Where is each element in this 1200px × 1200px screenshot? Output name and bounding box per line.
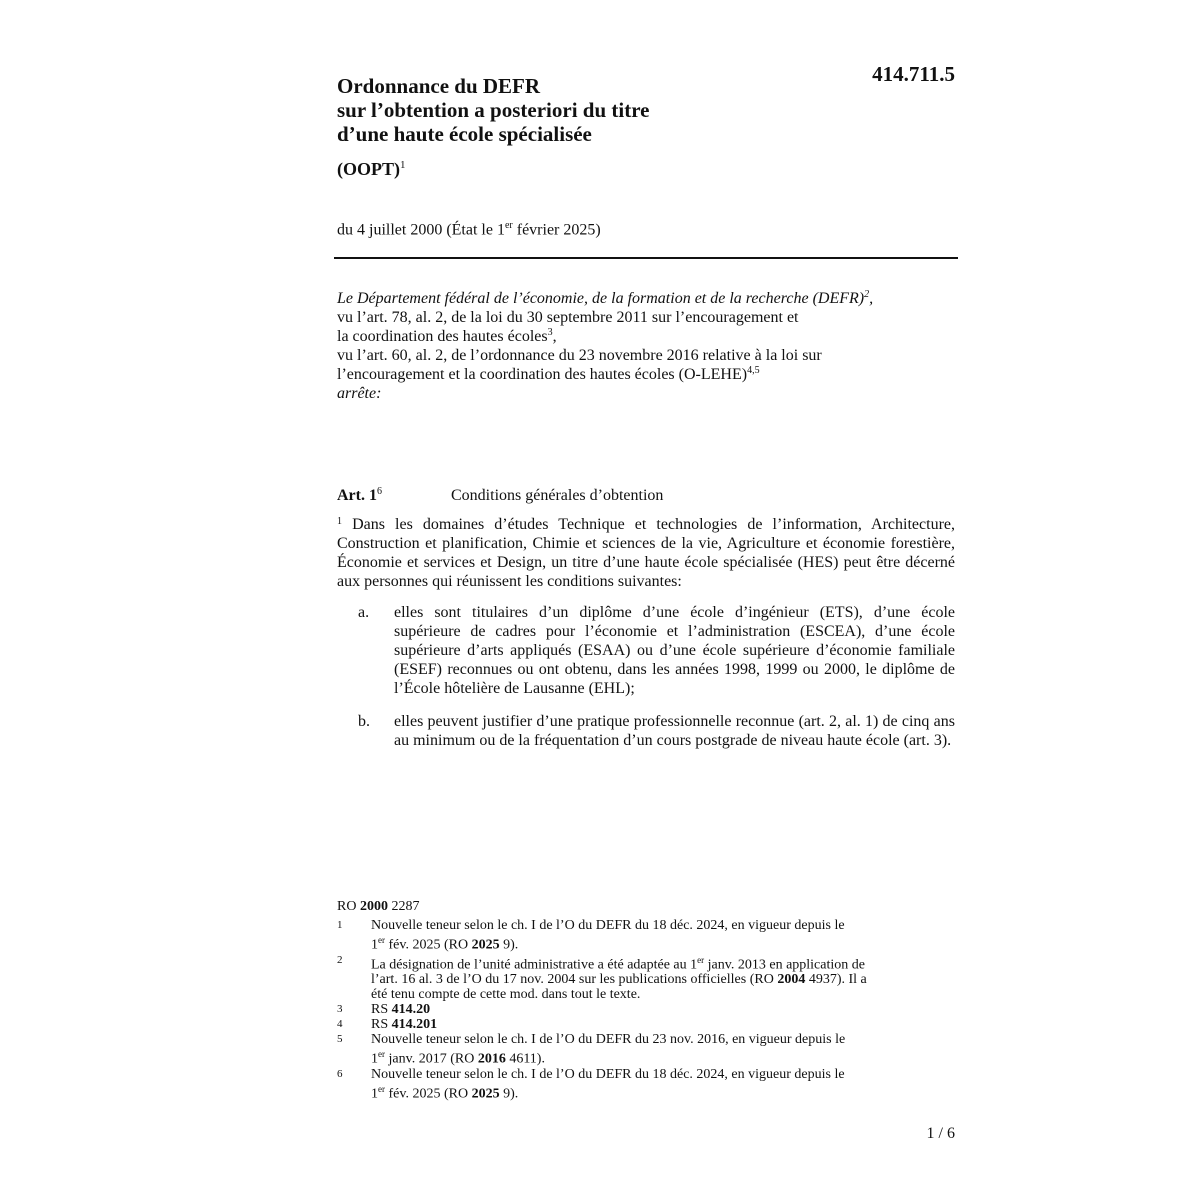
title-line-2: sur l’obtention a posteriori du titre: [337, 98, 650, 122]
list-item-text: elles peuvent justifier d’une pratique professionnelle reconnue (art. 2, al. 1) de cinq ans au minimum ou de la fréquentation d’un cours postgrade de niveau haute école (art. 3).: [394, 713, 955, 749]
footnote-line: [371, 1047, 952, 1067]
footnote-ref-3[interactable]: 3: [547, 327, 553, 338]
fn-bold: 2025: [471, 937, 500, 953]
footnote-3: [337, 1002, 952, 1017]
footnote-ref-1[interactable]: 1: [400, 159, 406, 171]
document-abbreviation: [337, 154, 406, 180]
footnote-ref-4-5[interactable]: 4,5: [747, 365, 760, 376]
list-item-label: b.: [358, 713, 370, 730]
footnote-line: [371, 933, 952, 953]
preamble-authority: [337, 289, 977, 308]
basis-2-text: l’encouragement et la coordination des hautes écoles (O-LEHE): [337, 366, 748, 383]
footnotes: [337, 918, 952, 1102]
footnote-4: [337, 1017, 952, 1032]
authority-tail: ,: [869, 290, 874, 307]
fn-bold: 414.201: [391, 1017, 438, 1033]
article-heading: [337, 486, 957, 505]
footnote-number: 2: [337, 953, 343, 966]
footnote-line: [371, 953, 952, 973]
preamble: [337, 289, 977, 403]
preamble-decree: arrête:: [337, 385, 382, 402]
document-date: [337, 216, 601, 240]
article-number-text: Art. 1: [337, 487, 377, 504]
fn-text: La désignation de l’unité administrative a été adaptée au 1: [371, 957, 698, 973]
footnote-line: Nouvelle teneur selon le ch. I de l’O du DEFR du 23 nov. 2016, en vigueur depuis le: [371, 1032, 846, 1048]
fn-text: 1: [371, 1051, 378, 1067]
footnote-line: été tenu compte de cette mod. dans tout le texte.: [371, 987, 641, 1003]
footnote-number: 3: [337, 1003, 343, 1016]
list-item-text: elles sont titulaires d’un diplôme d’une école d’ingénieur (ETS), d’une école supérieure de cadres pour l’économie et l’administration (ESCEA), d’une école supérieure d’arts appliqués (ESAA) ou d’une école supérieure d’économie familiale (ESEF) reconnues ou ont obtenu, dans les années 1998, 1999 ou 2000, le diplôme de l’École hôtelière de Lausanne (EHL);: [394, 604, 955, 697]
fn-text: RS: [371, 1017, 392, 1033]
basis-1-tail: ,: [552, 328, 557, 345]
footnote-line: Nouvelle teneur selon le ch. I de l’O du DEFR du 18 déc. 2024, en vigueur depuis le: [371, 918, 845, 933]
preamble-basis-2-line-1: vu l’art. 60, al. 2, de l’ordonnance du 23 novembre 2016 relative à la loi sur: [337, 347, 822, 364]
footnote-line: Nouvelle teneur selon le ch. I de l’O du DEFR du 18 déc. 2024, en vigueur depuis le: [371, 1066, 845, 1082]
fn-sup: er: [378, 1083, 385, 1094]
fn-sup: er: [697, 954, 705, 965]
footnote-5: [337, 1032, 952, 1067]
paragraph-text: Dans les domaines d’études Technique et technologies de l’information, Architecture, Construction et planification, Chimie et sciences de la vie, Agriculture et économie forestière, Économie et services et Design, un titre d’une haute école spécialisée (HES) peut être décerné aux personnes qui réunissent les conditions suivantes:: [337, 516, 956, 590]
footnote-number: 5: [337, 1033, 343, 1046]
fn-bold: 2004: [777, 972, 806, 988]
list-item-label: a.: [358, 604, 370, 621]
fn-text: RS: [371, 1002, 392, 1018]
footnote-number: 4: [337, 1018, 343, 1031]
fn-text: 1: [371, 1086, 378, 1102]
abbreviation-text: (OOPT): [337, 159, 400, 179]
fn-sup: er: [378, 1049, 385, 1060]
article-number: [337, 486, 451, 505]
date-superscript: er: [504, 220, 513, 231]
document-title: [337, 74, 757, 146]
ro-reference: [337, 898, 419, 915]
ro-year: 2000: [359, 899, 388, 914]
fn-bold: 2025: [471, 1086, 500, 1102]
footnote-line: [371, 972, 952, 987]
preamble-basis-1-line-1: vu l’art. 78, al. 2, de la loi du 30 septembre 2011 sur l’encouragement et: [337, 309, 799, 326]
sr-number: 414.711.5: [872, 62, 955, 86]
fn-sup: er: [378, 935, 385, 945]
footnote-ref-2[interactable]: 2: [864, 289, 870, 300]
header-divider: [334, 257, 958, 259]
list-item: [337, 712, 955, 772]
fn-text: janv. 2013 en application de: [704, 957, 865, 973]
footnote-1: [337, 918, 952, 953]
fn-text: l’art. 16 al. 3 de l’O du 17 nov. 2004 sur les publications officielles (RO: [371, 972, 778, 988]
fn-text: fév. 2025 (RO: [385, 937, 472, 953]
footnote-line: [371, 1002, 952, 1017]
date-suffix: février 2025): [512, 221, 601, 239]
article-title: Conditions générales d’obtention: [451, 487, 664, 504]
fn-text: 9).: [499, 1086, 519, 1102]
footnote-number: 6: [337, 1067, 343, 1080]
fn-bold: 2016: [477, 1051, 506, 1067]
ro-prefix: RO: [337, 899, 360, 914]
fn-text: 4611).: [505, 1051, 545, 1067]
fn-text: 1: [371, 937, 378, 953]
list-item: [337, 603, 955, 703]
fn-text: 9).: [499, 937, 519, 953]
ro-page: 2287: [387, 899, 420, 914]
fn-text: fév. 2025 (RO: [385, 1086, 472, 1102]
preamble-basis-2-line-2: [337, 365, 977, 384]
date-prefix: du 4 juillet 2000 (État le 1: [337, 221, 505, 239]
preamble-basis-1-line-2: [337, 327, 977, 346]
title-line-1: Ordonnance du DEFR: [337, 74, 541, 98]
fn-bold: 414.20: [391, 1002, 431, 1018]
article-paragraph-1: [337, 515, 955, 591]
title-line-3: d’une haute école spécialisée: [337, 122, 592, 146]
fn-text: 4937). Il a: [805, 972, 867, 988]
footnote-ref-6[interactable]: 6: [376, 486, 382, 497]
footnote-number: 1: [337, 919, 343, 931]
page-number: 1 / 6: [926, 1125, 955, 1142]
authority-text: Le Département fédéral de l’économie, de la formation et de la recherche (DEFR): [337, 290, 865, 307]
footnote-6: [337, 1067, 952, 1102]
fn-text: janv. 2017 (RO: [385, 1051, 478, 1067]
basis-1-text: la coordination des hautes écoles: [337, 328, 548, 345]
footnote-line: [371, 1082, 952, 1102]
footnote-2: [337, 953, 952, 1003]
footnote-line: [371, 1017, 952, 1032]
paragraph-number: 1: [337, 516, 342, 527]
